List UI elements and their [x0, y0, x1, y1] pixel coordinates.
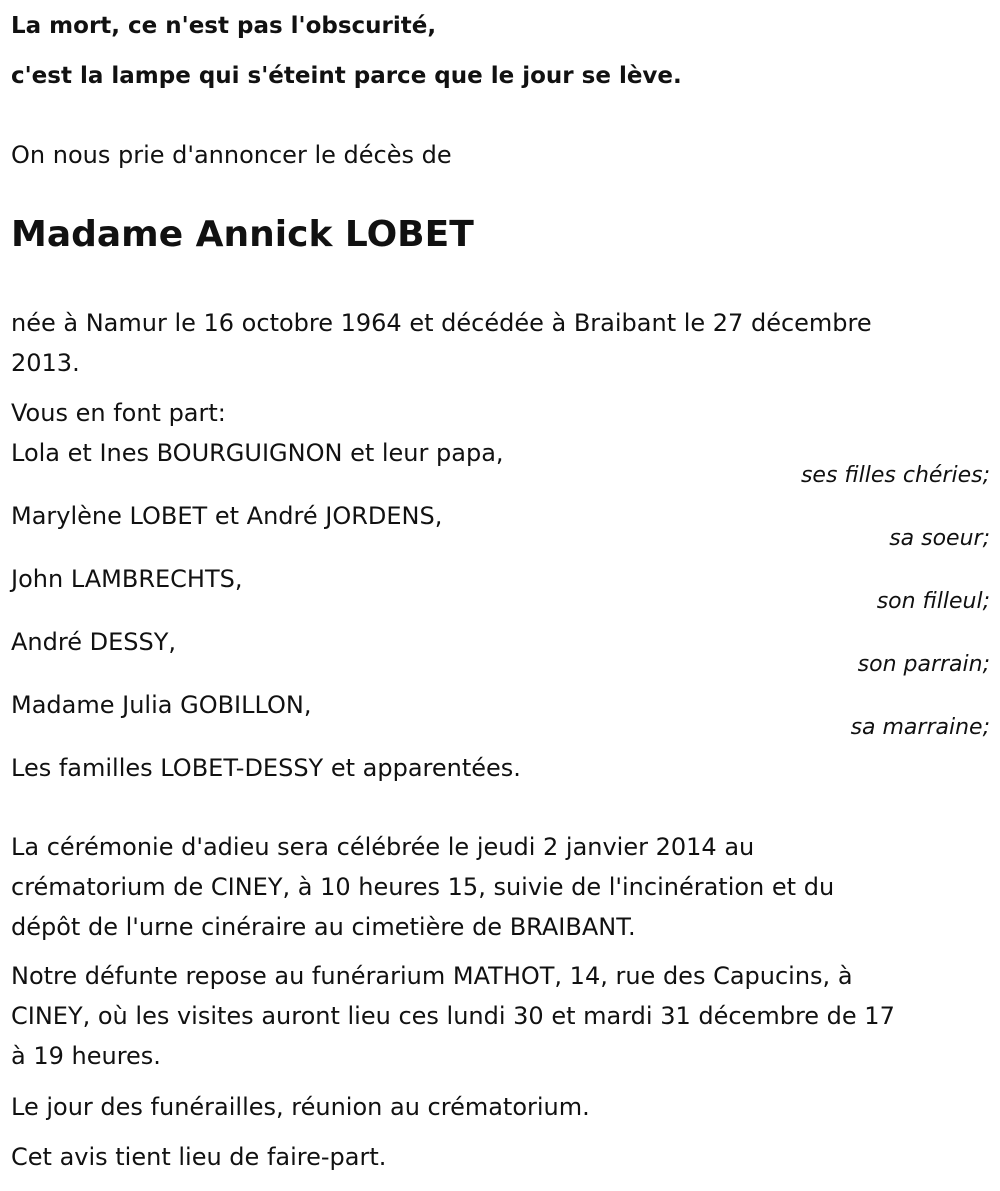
- family-name-4: André DESSY,: [11, 628, 176, 656]
- ceremony-line-2: crématorium de CINEY, à 10 heures 15, suivie de l'incinération et du: [11, 873, 835, 901]
- rest-line-2: CINEY, où les visites auront lieu ces lundi 30 et mardi 31 décembre de 17: [11, 1002, 895, 1030]
- family-relation-4: son parrain;: [857, 652, 990, 677]
- announcers-intro: Vous en font part:: [11, 399, 226, 427]
- intro-text: On nous prie d'annoncer le décès de: [11, 141, 452, 169]
- notice-text: Cet avis tient lieu de faire-part.: [11, 1143, 387, 1171]
- birth-death-line-1: née à Namur le 16 octobre 1964 et décédée à Braibant le 27 décembre: [11, 309, 872, 337]
- ceremony-line-1: La cérémonie d'adieu sera célébrée le jeudi 2 janvier 2014 au: [11, 833, 755, 861]
- family-name-1: Lola et Ines BOURGUIGNON et leur papa,: [11, 439, 504, 467]
- family-relation-5: sa marraine;: [850, 715, 990, 740]
- quote-line-2: c'est la lampe qui s'éteint parce que le jour se lève.: [11, 63, 682, 89]
- family-relation-3: son filleul;: [876, 589, 990, 614]
- family-name-3: John LAMBRECHTS,: [11, 565, 243, 593]
- family-relation-1: ses filles chéries;: [800, 463, 990, 488]
- rest-line-3: à 19 heures.: [11, 1042, 161, 1070]
- family-relation-2: sa soeur;: [889, 526, 990, 551]
- quote-line-1: La mort, ce n'est pas l'obscurité,: [11, 13, 437, 39]
- funeral-day-text: Le jour des funérailles, réunion au crématorium.: [11, 1093, 590, 1121]
- deceased-name: Madame Annick LOBET: [11, 214, 474, 255]
- families-line: Les familles LOBET-DESSY et apparentées.: [11, 754, 521, 782]
- family-name-5: Madame Julia GOBILLON,: [11, 691, 312, 719]
- family-name-2: Marylène LOBET et André JORDENS,: [11, 502, 443, 530]
- birth-death-line-2: 2013.: [11, 349, 80, 377]
- ceremony-line-3: dépôt de l'urne cinéraire au cimetière de BRAIBANT.: [11, 913, 636, 941]
- rest-line-1: Notre défunte repose au funérarium MATHOT, 14, rue des Capucins, à: [11, 962, 853, 990]
